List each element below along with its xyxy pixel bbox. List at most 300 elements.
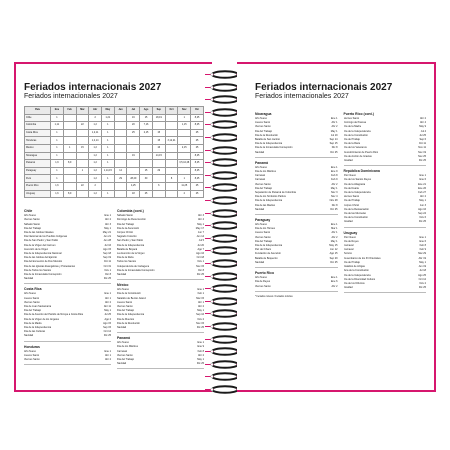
grid-cell: 8,25 [191,160,204,168]
holiday-date: Jul 5 [198,239,204,243]
holiday-date: Sep 19 [103,256,111,260]
grid-cell [140,137,153,145]
holiday-name: Independencia de Cartagena [117,264,150,268]
holiday-item [344,286,427,290]
holiday-date: Abr 2 [331,235,338,239]
holiday-date: Oct 11 [103,260,111,264]
grid-cell: 29 [152,167,165,175]
grid-country-cell: Costa Rica [25,129,51,137]
grid-cell: 8,25 [191,167,204,175]
grid-cell [114,129,127,137]
holiday-name: Carnaval [255,178,266,182]
grid-cell: 25 [191,182,204,190]
grid-cell: 18,19 [152,114,165,122]
holiday-date: May 15 [329,244,338,248]
holiday-date: Feb 8 [419,244,426,248]
holiday-name: La Asunción de la Virgen [117,251,145,255]
grid-header-cell: Jun [114,107,127,115]
grid-cell: 2 [89,114,102,122]
holiday-date: Sep 15 [329,142,338,146]
grid-header-cell: Dic [191,107,204,115]
grid-cell [140,152,153,160]
holiday-date: Abr 2 [105,300,111,304]
holiday-name: Año Nuevo [255,165,268,169]
grid-cell [63,167,76,175]
grid-cell: 1 [178,175,191,183]
grid-cell [165,182,178,190]
holiday-date: Dic 25 [103,334,111,338]
grid-cell [165,167,178,175]
grid-cell: 14,15 [152,152,165,160]
holiday-name: Separación de Panamá de Colombia [255,191,296,195]
holiday-item [117,362,204,366]
holiday-name: Día de la Constitución [117,292,142,296]
holiday-date: May 1 [197,222,204,226]
holiday-name: Día del Trabajo [255,129,272,133]
grid-cell: 22 [76,122,89,130]
section-divider [24,341,111,342]
holiday-date: Sep 18 [103,251,111,255]
holiday-date: Ene 1 [419,235,426,239]
holiday-name: Navidad [255,150,265,154]
grid-cell: 2 [178,190,191,198]
holiday-name: Corpus Christi [117,230,133,234]
holiday-name: Año Nuevo [117,288,130,292]
holiday-name: Día de la Independencia [24,326,52,329]
grid-cell: 1 [63,144,76,152]
holiday-name: Jueves Santo [24,353,40,357]
holiday-date: Jun 3 [419,203,426,207]
holiday-name: Día de San Pedro y San Pablo [24,239,59,243]
country-heading: México [117,283,129,288]
holiday-item [255,208,338,212]
holiday-date: Nov 6 [419,216,426,220]
holiday-date: Jun 12 [329,248,338,252]
grid-cell: 15 [140,114,153,122]
holiday-name: Día de las Mercedes [343,212,367,216]
holiday-date: Ene 26 [418,186,426,190]
country-heading: República Dominicana [343,169,380,174]
grid-cell: 30 [140,175,153,183]
holiday-date: Ago 15 [103,247,111,251]
holiday-date: Dic 25 [196,362,204,366]
grid-row [25,167,204,175]
holiday-date: Ago 16 [196,251,204,255]
grid-cell: 19 [127,152,140,160]
grid-cell [152,160,165,168]
section-divider [117,279,204,280]
grid-cell: 1 [101,152,114,160]
holiday-name: Viernes Santo [117,353,133,357]
holiday-name: Año Nuevo [343,174,356,178]
holiday-name: Día de Acción de Gracias [343,154,372,158]
holiday-name: Natalicio de Artigas [343,265,365,269]
holiday-item [24,358,111,362]
holiday-date: Abr 2 [105,218,111,222]
holiday-date: May 1 [330,186,338,190]
holiday-date: Nov 25 [418,154,426,158]
holiday-name: Navidad [117,272,127,276]
grid-country-cell: Perú [25,175,51,183]
holiday-date: May 17 [195,226,204,230]
grid-cell [114,114,127,122]
holiday-date: Feb 8 [197,349,204,353]
grid-cell: 1 [178,114,191,122]
grid-cell: 2,15 [140,129,153,137]
holiday-name: San Pedro y San Pablo [117,239,143,243]
holiday-name: Asunción de la Virgen [24,247,49,251]
holiday-name: Año Nuevo [24,292,37,296]
holiday-item [117,273,204,277]
holiday-name: Año Nuevo [24,214,37,218]
holiday-name: Día del Trabajo [255,186,272,190]
holiday-grid [24,106,204,198]
country-heading: Uruguay [343,230,358,235]
holiday-date: Ago 16 [418,207,426,211]
grid-cell: 1,2 [89,160,102,168]
section-divider [255,214,338,215]
holiday-date: Ago 25 [418,273,426,277]
holiday-date: Jun 14 [196,235,204,239]
holiday-name: Año Nuevo [117,341,130,345]
grid-cell [152,175,165,183]
holiday-name: Día del Encuentro de Dos Mundos [24,260,63,264]
grid-cell [178,152,191,160]
holiday-date: Mar 1 [331,227,338,231]
grid-cell: 4,25 [127,182,140,190]
grid-row [25,137,204,145]
grid-cell [114,160,127,168]
grid-cell [165,144,178,152]
section-divider [344,292,427,293]
holiday-column [255,109,338,293]
holiday-date: Oct 12 [103,330,111,334]
holiday-name: Viernes Santo [255,125,271,129]
holiday-name: Día de la Inmaculada Concepción [117,268,155,272]
holiday-name: Día de la Inmaculada Concepción [255,146,293,150]
holiday-name: Corpus Christi [343,203,360,207]
holiday-date: May 1 [197,358,204,362]
grid-cell [165,129,178,137]
holiday-date: Abr 19 [418,256,426,260]
holiday-name: Día de la Raza [117,256,134,260]
grid-cell [76,137,89,145]
country-heading: Panamá [117,336,131,341]
holiday-name: Día de Muertos [117,317,135,321]
holiday-date: Abr 3 [105,222,111,226]
grid-header-cell: Nov [178,107,191,115]
grid-cell [127,137,140,145]
grid-cell [114,137,127,145]
holiday-item [117,326,204,330]
holiday-name: Día de la Independencia [255,142,283,146]
holiday-name: Sagrado Corazón [117,235,137,239]
grid-cell [76,152,89,160]
holiday-date: Abr 2 [198,353,204,357]
country-heading: Puerto Rico [255,271,275,276]
grid-header-cell: Mar [76,107,89,115]
holiday-date: Sep 14 [329,138,338,142]
holiday-name: Paz del Chaco [255,248,272,252]
holiday-date: Oct 31 [103,264,111,268]
holiday-name: Día de la Independencia Nacional [24,251,62,255]
grid-cell: 8,9 [63,160,76,168]
holiday-date: Abr 2 [420,117,426,120]
grid-header-cell: May [101,107,114,115]
grid-cell: 15 [152,129,165,137]
holiday-date: Ene 1 [104,214,111,218]
section-divider [255,291,338,292]
holiday-date: Feb 9 [331,178,338,182]
grid-country-cell: Panamá [25,160,51,168]
holiday-name: Día de los Veteranos [343,146,367,150]
holiday-name: Día de las Culturas [24,330,46,334]
grid-cell [114,182,127,190]
grid-cell [165,114,178,122]
grid-cell [165,190,178,198]
holiday-date: Dic 25 [103,277,111,281]
holiday-date: Abr 1 [331,121,338,125]
holiday-date: Mar 15 [196,296,204,300]
grid-cell: 1 [51,137,64,145]
holiday-name: Día del Trabajo [117,222,134,226]
holiday-name: Día de Juan Santamaría [24,304,52,308]
holiday-date: Sep 29 [329,256,338,260]
holiday-date: Jul 20 [197,243,204,247]
grid-cell: 28,29 [127,175,140,183]
holiday-date: Dic 25 [418,159,426,163]
holiday-name: Jueves Santo [117,300,133,304]
grid-row [25,160,204,168]
holiday-date: Ago 15 [103,321,111,325]
section-divider [24,283,111,284]
grid-cell: 1 [101,129,114,137]
holiday-date: Nov 19 [418,150,426,154]
right-page [237,62,436,392]
holiday-date: Abr 1 [198,300,204,304]
holiday-date: May 1 [330,129,338,133]
grid-country-cell: Paraguay [25,167,51,175]
grid-cell: 7,16 [140,122,153,130]
holiday-date: Abr 2 [331,182,338,186]
grid-cell: 11,25 [178,182,191,190]
section-divider [255,267,338,268]
holiday-name: Día de la Ascensión [117,226,140,230]
grid-cell: 8,9 [63,190,76,198]
holiday-name: Año Nuevo [255,223,268,227]
holiday-date: Nov 15 [196,321,204,325]
holiday-date: Ago 2 [104,317,111,321]
holiday-date: Ene 9 [197,345,204,349]
holiday-date: May 1 [104,309,111,313]
holiday-date: Sep 24 [418,212,426,216]
holiday-date: Abr 4 [420,121,426,125]
grid-cell: 8,25 [191,152,204,160]
grid-country-cell: Uruguay [25,190,51,198]
holiday-name: Año Nuevo [255,117,268,120]
holiday-date: Jul 16 [104,243,111,247]
holiday-name: Día de la Altagracia [343,182,366,186]
grid-cell: 1,2,14 [89,137,102,145]
holiday-date: Dic 25 [418,220,426,224]
holiday-date: Dic 8 [331,203,338,207]
grid-row [25,152,204,160]
grid-cell [178,167,191,175]
grid-country-cell: México [25,144,51,152]
grid-cell: 25 [191,190,204,198]
holiday-name: Viernes Santo [117,304,133,308]
holiday-name: Día del Trabajo [343,138,361,142]
holiday-date: Ene 6 [419,239,426,243]
holiday-name: Día de la Madre [343,125,362,129]
holiday-name: Viernes Santo [24,218,40,222]
holiday-name: Carnaval [117,349,128,353]
holiday-name: Año Nuevo [255,276,268,280]
grid-cell: 1,6 [51,190,64,198]
holiday-name: Natalicio de Benito Juárez [117,296,147,300]
holiday-name: Día de las Glorias Navales [24,230,54,234]
holiday-columns [24,206,204,369]
grid-country-cell: Puerto Rico [25,182,51,190]
holiday-name: Día de los Mártires [117,345,138,349]
holiday-name: Navidad [255,260,265,264]
holiday-date: Abr 1 [105,353,111,357]
grid-cell [63,129,76,137]
grid-header-cell: Ene [51,107,64,115]
grid-cell: 1 [51,167,64,175]
holiday-date: Nov 3 [330,191,338,195]
holiday-date: Ene 1 [197,288,204,292]
grid-cell [114,190,127,198]
grid-cell: 1,21 [101,114,114,122]
holiday-name: Año Nuevo [24,349,37,353]
holiday-name: Domingo de Resurrección [117,218,146,222]
grid-cell: 1,6 [51,182,64,190]
grid-cell: 15 [140,167,153,175]
page-title: Feriados internacionais 2027 [24,82,162,93]
grid-row [25,122,204,130]
footnote: * Feriados móveis / Feriados móviles [255,296,293,299]
grid-cell: 1 [51,144,64,152]
holiday-date: Feb 27 [418,191,426,195]
grid-cell [76,114,89,122]
holiday-name: Día del Trabajo [117,358,134,362]
grid-cell [140,160,153,168]
grid-cell: 1,14,15 [101,167,114,175]
holiday-name: Día de la Independencia [343,129,371,133]
holiday-date: Nov 1 [197,260,204,264]
holiday-name: Día de la Independencia [117,243,145,247]
holiday-name: Todos los Santos [117,260,137,264]
grid-cell [152,190,165,198]
holiday-name: Navidad [343,286,353,290]
grid-cell [140,182,153,190]
holiday-name: Navidad [117,326,127,329]
holiday-date: Feb 1 [197,292,204,296]
holiday-name: Día del Trabajo [343,199,361,203]
grid-cell: 1,2 [89,190,102,198]
grid-cell: 8 [165,175,178,183]
grid-cell: 1,2 [89,175,102,183]
holiday-name: Día de la Inmaculada Concepción [24,272,62,276]
grid-country-cell: Colombia [25,122,51,130]
grid-row [25,129,204,137]
grid-cell: 8,25 [191,175,204,183]
section-divider [117,332,204,333]
holiday-date: Nov 2 [197,317,204,321]
holiday-date: Sep 6 [419,138,426,142]
holiday-date: Nov 2 [419,281,426,285]
grid-cell: 8,25 [191,122,204,130]
section-divider [255,157,338,158]
holiday-date: Abr 11 [103,304,111,308]
holiday-date: May 9 [419,125,426,129]
holiday-date: Sep 16 [196,313,204,317]
holiday-date: Nov 28 [329,199,338,203]
left-page [14,62,212,392]
grid-cell [63,137,76,145]
grid-header-cell: Feb [63,107,76,115]
holiday-name: Día de los Difuntos [343,281,365,285]
grid-header-cell: Sep [152,107,165,115]
holiday-name: Navidad [343,159,353,163]
page-subtitle: Feriados internacionales 2027 [24,93,118,100]
country-heading: Nicaragua [255,112,272,116]
holiday-name: Día de los Santos Reyes [343,178,372,182]
page-title-right: Feriados internacionais 2027 [255,82,393,93]
grid-cell [63,114,76,122]
holiday-item [24,334,111,338]
holiday-date: Nov 4 [330,195,338,199]
holiday-date: Abr 2 [198,304,204,308]
holiday-name: Día de la Constitución [343,216,368,220]
holiday-date: May 1 [197,309,204,313]
holiday-name: Jueves Santo [24,296,40,300]
grid-cell [114,122,127,130]
holiday-date: Jun 7 [197,230,204,234]
country-heading: Paraguay [255,218,271,223]
grid-cell: 3,5,10,28 [178,160,191,168]
holiday-name: Día de los Mártires [255,170,276,174]
holiday-date: Jun 19 [418,265,426,269]
holiday-date: Ene 1 [330,223,338,227]
holiday-date: Abr 3 [198,214,204,218]
grid-cell [165,152,178,160]
grid-cell: 1,2 [89,152,102,160]
grid-cell: 1 [101,190,114,198]
holiday-date: Abr 2 [420,195,426,199]
holiday-name: Día de Reyes [343,239,359,243]
holiday-date: May 1 [419,199,426,203]
grid-cell: 15 [152,137,165,145]
holiday-item [344,220,427,224]
grid-cell [76,129,89,137]
grid-cell: 1,2 [89,122,102,130]
grid-cell [165,122,178,130]
holiday-name: Turismo [343,252,353,256]
holiday-date: Dic 25 [418,286,426,290]
holiday-date: May 21 [102,230,111,234]
holiday-date: Feb 8 [331,174,338,178]
grid-cell: 25 [191,137,204,145]
holiday-name: Día de la Independencia [117,313,145,317]
grid-row [25,144,204,152]
grid-cell: 1 [51,114,64,122]
grid-cell: 1,2 [89,167,102,175]
grid-cell [127,160,140,168]
holiday-name: Carnaval [343,244,354,248]
holiday-date: Jul 25 [419,133,426,137]
